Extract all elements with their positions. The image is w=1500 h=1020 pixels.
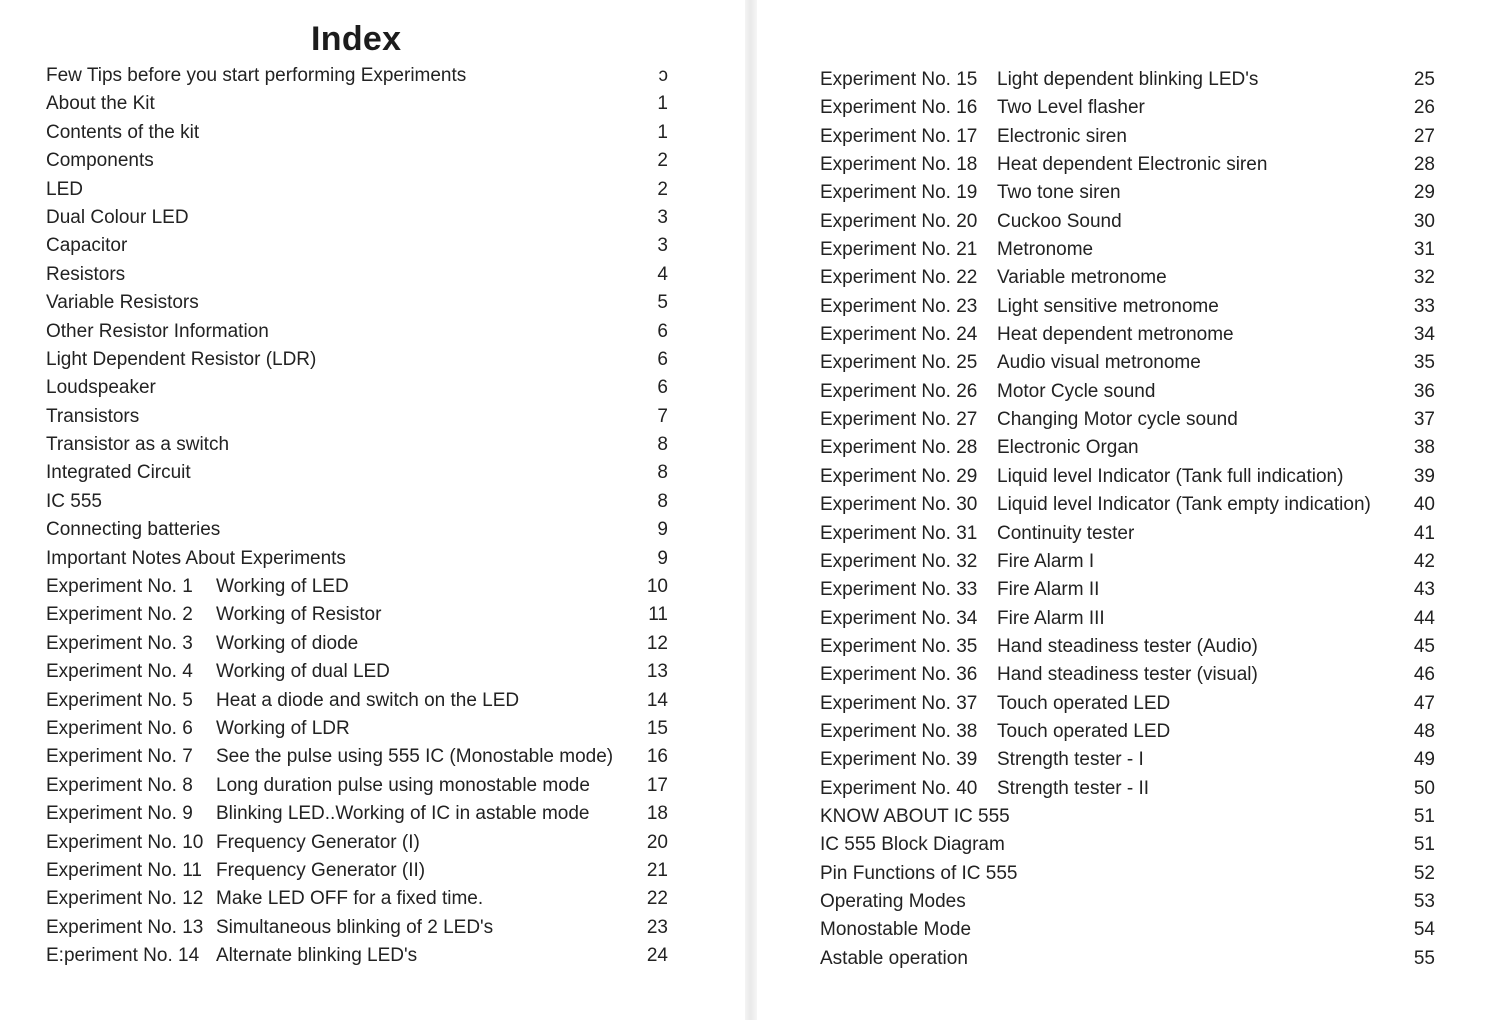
index-entry (46, 516, 676, 544)
entry-label: Variable Resistors (46, 292, 199, 314)
entry-label: E:periment No. 14 (46, 945, 200, 967)
entry-title: Long duration pulse using monostable mode (216, 774, 590, 796)
index-entry (46, 459, 676, 487)
entry-page-number: 3 (657, 206, 668, 228)
entry-page-number: 12 (646, 632, 668, 654)
index-entry (820, 293, 1450, 321)
entry-page-number: 53 (1413, 890, 1435, 912)
entry-label: Transistors (46, 405, 140, 427)
entry-title: Hand steadiness tester (Audio) (997, 635, 1258, 657)
index-entry (820, 66, 1450, 94)
entry-title: Light sensitive metronome (997, 295, 1219, 317)
index-entry (820, 208, 1450, 236)
index-entry (820, 633, 1450, 661)
entry-label: Components (46, 150, 154, 172)
entry-title: Strength tester - I (997, 749, 1144, 771)
entry-page-number: 15 (646, 717, 668, 739)
entry-page-number: 13 (646, 661, 668, 683)
index-entry (820, 378, 1450, 406)
entry-label: Experiment No. 19 (820, 182, 978, 204)
entry-label: Experiment No. 37 (820, 692, 978, 714)
entry-label: Experiment No. 36 (820, 664, 978, 686)
entry-page-number: 10 (646, 576, 668, 598)
entry-label: Capacitor (46, 235, 128, 257)
entry-title: Cuckoo Sound (997, 210, 1122, 232)
entry-page-number: 8 (657, 490, 668, 512)
entry-page-number: 51 (1413, 834, 1435, 856)
index-entry (820, 434, 1450, 462)
entry-title: Electronic siren (997, 125, 1127, 147)
index-entry (820, 236, 1450, 264)
entry-page-number: 6 (657, 348, 668, 370)
entry-label: IC 555 Block Diagram (820, 834, 1005, 856)
index-entry (820, 179, 1450, 207)
right-page-index-list (820, 66, 1450, 973)
entry-title: Metronome (997, 239, 1094, 261)
index-entry (46, 431, 676, 459)
index-entry (46, 289, 676, 317)
entry-page-number: 51 (1413, 805, 1435, 827)
index-entry (46, 374, 676, 402)
entry-label: Resistors (46, 263, 126, 285)
entry-label: Important Notes About Experiments (46, 547, 346, 569)
entry-label: Experiment No. 40 (820, 777, 978, 799)
index-entry (820, 520, 1450, 548)
entry-page-number: 52 (1413, 862, 1435, 884)
index-entry (820, 605, 1450, 633)
entry-label: Experiment No. 39 (820, 749, 978, 771)
entry-page-number: 16 (646, 746, 668, 768)
index-entry (46, 715, 676, 743)
entry-label: Dual Colour LED (46, 206, 189, 228)
entry-label: Experiment No. 31 (820, 522, 978, 544)
entry-label: IC 555 (46, 490, 102, 512)
entry-label: Pin Functions of IC 555 (820, 862, 1018, 884)
entry-label: Connecting batteries (46, 519, 221, 541)
entry-label: Contents of the kit (46, 121, 200, 143)
index-entry (46, 743, 676, 771)
entry-title: Fire Alarm I (997, 550, 1095, 572)
index-entry (46, 942, 676, 970)
entry-label: Other Resistor Information (46, 320, 269, 342)
index-entry (46, 885, 676, 913)
entry-page-number: 31 (1413, 239, 1435, 261)
entry-page-number: 47 (1413, 692, 1435, 714)
index-entry (46, 147, 676, 175)
entry-page-number: 32 (1413, 267, 1435, 289)
entry-title: Heat dependent metronome (997, 324, 1234, 346)
entry-label: Experiment No. 27 (820, 409, 978, 431)
entry-page-number: 37 (1413, 409, 1435, 431)
entry-page-number: 2 (657, 150, 668, 172)
entry-title: See the pulse using 555 IC (Monostable mode) (216, 746, 614, 768)
entry-label: Experiment No. 18 (820, 154, 978, 176)
index-entry (46, 176, 676, 204)
entry-label: Loudspeaker (46, 377, 156, 399)
entry-page-number: 20 (646, 831, 668, 853)
entry-title: Heat dependent Electronic siren (997, 154, 1268, 176)
entry-page-number: 34 (1413, 324, 1435, 346)
entry-label: LED (46, 178, 83, 200)
index-entry (46, 488, 676, 516)
index-entry (46, 545, 676, 573)
entry-page-number: 25 (1413, 69, 1435, 90)
index-entry (820, 831, 1450, 859)
entry-label: Experiment No. 20 (820, 210, 978, 232)
index-entry (820, 746, 1450, 774)
entry-title: Working of diode (216, 632, 359, 654)
entry-page-number: 40 (1413, 494, 1435, 516)
entry-page-number: 1 (657, 93, 668, 115)
entry-page-number: 39 (1413, 465, 1435, 487)
entry-page-number: 14 (646, 689, 668, 711)
index-entry (820, 349, 1450, 377)
entry-page-number: 35 (1413, 352, 1435, 374)
entry-label: Experiment No. 13 (46, 916, 204, 938)
entry-page-number: 8 (657, 462, 668, 484)
entry-title: Working of dual LED (216, 661, 390, 683)
entry-page-number: 43 (1413, 579, 1435, 601)
index-entry (46, 573, 676, 601)
entry-title: Fire Alarm II (997, 579, 1100, 601)
index-title: Index (311, 20, 402, 58)
entry-page-number: 9 (657, 547, 668, 569)
entry-label: Experiment No. 7 (46, 746, 193, 768)
left-page-index-list (46, 62, 676, 971)
entry-page-number: 6 (657, 377, 668, 399)
entry-page-number: 48 (1413, 720, 1435, 742)
entry-label: Experiment No. 16 (820, 97, 978, 119)
entry-title: Changing Motor cycle sound (997, 409, 1238, 431)
index-entry (46, 204, 676, 232)
entry-label: Experiment No. 35 (820, 635, 978, 657)
entry-title: Make LED OFF for a fixed time. (216, 888, 484, 910)
entry-page-number: 18 (646, 803, 668, 825)
index-entry (46, 90, 676, 118)
entry-page-number: 38 (1413, 437, 1435, 459)
index-entry (46, 687, 676, 715)
index-entry (46, 829, 676, 857)
index-entry (46, 658, 676, 686)
index-entry (820, 916, 1450, 944)
entry-label: Experiment No. 3 (46, 632, 193, 654)
entry-page-number: 8 (657, 434, 668, 456)
entry-title: Liquid level Indicator (Tank empty indication) (997, 494, 1371, 516)
index-entry (820, 775, 1450, 803)
entry-label: Experiment No. 6 (46, 717, 193, 739)
entry-label: Light Dependent Resistor (LDR) (46, 348, 317, 370)
index-entry (820, 463, 1450, 491)
index-entry (820, 151, 1450, 179)
entry-page-number: 54 (1413, 919, 1435, 941)
index-entry (820, 576, 1450, 604)
entry-title: Continuity tester (997, 522, 1135, 544)
entry-page-number: 45 (1413, 635, 1435, 657)
entry-page-number: 41 (1413, 522, 1435, 544)
entry-title: Touch operated LED (997, 692, 1171, 714)
entry-label: Experiment No. 9 (46, 803, 193, 825)
entry-page-number: 44 (1413, 607, 1435, 629)
index-entry (46, 346, 676, 374)
entry-label: Operating Modes (820, 890, 966, 912)
entry-title: Working of Resistor (216, 604, 382, 626)
entry-title: Motor Cycle sound (997, 380, 1156, 402)
entry-label: Experiment No. 12 (46, 888, 204, 910)
index-entry (820, 264, 1450, 292)
entry-label: Experiment No. 24 (820, 324, 978, 346)
entry-title: Audio visual metronome (997, 352, 1201, 374)
entry-page-number: 55 (1413, 947, 1435, 969)
entry-label: Experiment No. 2 (46, 604, 193, 626)
entry-label: Experiment No. 34 (820, 607, 978, 629)
entry-page-number: 30 (1413, 210, 1435, 232)
index-entry (820, 94, 1450, 122)
entry-title: Working of LDR (216, 717, 350, 739)
entry-title: Working of LED (216, 576, 349, 598)
index-entry (820, 888, 1450, 916)
entry-label: Experiment No. 33 (820, 579, 978, 601)
entry-label: About the Kit (46, 93, 155, 115)
entry-page-number: 9 (657, 519, 668, 541)
entry-title: Touch operated LED (997, 720, 1171, 742)
entry-title: Fire Alarm III (997, 607, 1105, 629)
entry-page-number: 36 (1413, 380, 1435, 402)
index-entry (46, 119, 676, 147)
entry-page-number: 49 (1413, 749, 1435, 771)
entry-title: Variable metronome (997, 267, 1167, 289)
index-entry (820, 945, 1450, 973)
entry-label: Experiment No. 30 (820, 494, 978, 516)
entry-page-number: ɔ (658, 65, 668, 86)
index-entry (820, 661, 1450, 689)
index-entry (46, 62, 676, 90)
index-entry (46, 630, 676, 658)
entry-title: Heat a diode and switch on the LED (216, 689, 520, 711)
entry-title: Blinking LED..Working of IC in astable mode (216, 803, 590, 825)
index-entry (820, 491, 1450, 519)
entry-label: Experiment No. 29 (820, 465, 978, 487)
index-entry (46, 601, 676, 629)
entry-title: Frequency Generator (II) (216, 859, 426, 881)
index-entry (820, 406, 1450, 434)
book-fold (745, 0, 757, 1020)
entry-label: Experiment No. 11 (46, 859, 202, 881)
index-entry (46, 800, 676, 828)
entry-label: Experiment No. 25 (820, 352, 978, 374)
entry-page-number: 21 (646, 859, 668, 881)
entry-label: Experiment No. 28 (820, 437, 978, 459)
index-entry (820, 548, 1450, 576)
entry-label: Experiment No. 22 (820, 267, 978, 289)
entry-label: Experiment No. 5 (46, 689, 193, 711)
entry-page-number: 11 (648, 604, 668, 626)
index-entry (820, 860, 1450, 888)
entry-page-number: 42 (1413, 550, 1435, 572)
entry-page-number: 2 (657, 178, 668, 200)
entry-page-number: 1 (657, 121, 668, 143)
entry-label: Experiment No. 4 (46, 661, 193, 683)
entry-label: Experiment No. 32 (820, 550, 978, 572)
entry-page-number: 22 (646, 888, 668, 910)
entry-page-number: 26 (1413, 97, 1435, 119)
entry-label: Few Tips before you start performing Experiments (46, 65, 467, 86)
entry-title: Frequency Generator (I) (216, 831, 420, 853)
entry-title: Liquid level Indicator (Tank full indication) (997, 465, 1344, 487)
entry-title: Hand steadiness tester (visual) (997, 664, 1258, 686)
entry-title: Electronic Organ (997, 437, 1139, 459)
entry-label: Experiment No. 26 (820, 380, 978, 402)
entry-page-number: 23 (646, 916, 668, 938)
entry-title: Light dependent blinking LED's (997, 69, 1259, 90)
index-entry (46, 857, 676, 885)
entry-page-number: 17 (646, 774, 668, 796)
index-entry (820, 690, 1450, 718)
index-entry (46, 772, 676, 800)
entry-label: Experiment No. 38 (820, 720, 978, 742)
entry-page-number: 3 (657, 235, 668, 257)
entry-label: Experiment No. 15 (820, 69, 978, 90)
entry-label: Experiment No. 21 (820, 239, 978, 261)
index-entry (820, 123, 1450, 151)
entry-page-number: 27 (1413, 125, 1435, 147)
entry-page-number: 6 (657, 320, 668, 342)
index-entry (46, 403, 676, 431)
entry-page-number: 7 (657, 405, 668, 427)
entry-label: Experiment No. 10 (46, 831, 204, 853)
entry-page-number: 28 (1413, 154, 1435, 176)
entry-label: Astable operation (820, 947, 968, 969)
entry-title: Alternate blinking LED's (216, 945, 418, 967)
entry-title: Two Level flasher (997, 97, 1145, 119)
entry-page-number: 33 (1413, 295, 1435, 317)
index-entry (46, 232, 676, 260)
entry-label: KNOW ABOUT IC 555 (820, 805, 1010, 827)
entry-label: Monostable Mode (820, 919, 972, 941)
entry-title: Strength tester - II (997, 777, 1150, 799)
entry-title: Simultaneous blinking of 2 LED's (216, 916, 494, 938)
entry-page-number: 46 (1413, 664, 1435, 686)
entry-label: Experiment No. 8 (46, 774, 193, 796)
index-entry (820, 803, 1450, 831)
index-entry (46, 261, 676, 289)
index-entry (820, 321, 1450, 349)
entry-page-number: 4 (657, 263, 668, 285)
entry-page-number: 5 (657, 292, 668, 314)
entry-title: Two tone siren (997, 182, 1121, 204)
entry-page-number: 24 (646, 945, 668, 967)
entry-label: Experiment No. 1 (46, 576, 193, 598)
index-entry (46, 914, 676, 942)
entry-label: Integrated Circuit (46, 462, 191, 484)
entry-page-number: 29 (1413, 182, 1435, 204)
entry-label: Transistor as a switch (46, 434, 230, 456)
index-entry (820, 718, 1450, 746)
entry-label: Experiment No. 23 (820, 295, 978, 317)
entry-label: Experiment No. 17 (820, 125, 978, 147)
index-entry (46, 318, 676, 346)
entry-page-number: 50 (1413, 777, 1435, 799)
